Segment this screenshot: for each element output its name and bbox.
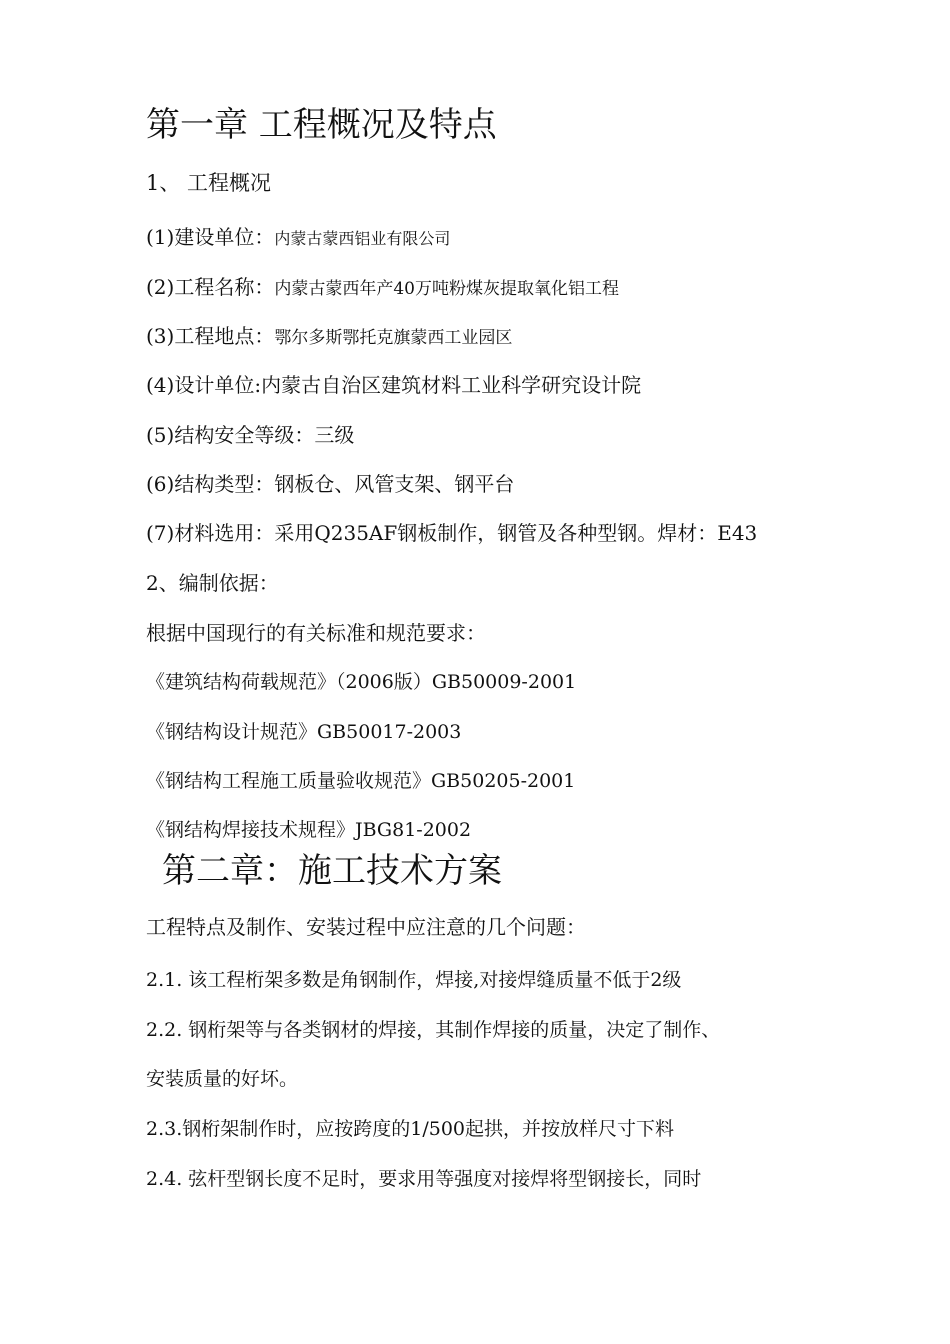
item-value: 鄂尔多斯鄂托克旗蒙西工业园区 xyxy=(274,328,513,348)
item-value: 内蒙古自治区建筑材料工业科学研究设计院 xyxy=(261,373,642,397)
section2-title: 2、编制依据： xyxy=(146,571,279,595)
basis-intro: 根据中国现行的有关标准和规范要求： xyxy=(146,621,486,645)
point-item: 2.1. 该工程桁架多数是角钢制作，焊接,对接焊缝质量不低于2级 xyxy=(146,969,682,991)
chapter1-title: 第一章 工程概况及特点 xyxy=(146,105,497,145)
item-label: (5)结构安全等级： xyxy=(146,423,315,447)
section1-title: 1、 工程概况 xyxy=(146,171,272,195)
point-item: 安装质量的好坏。 xyxy=(146,1068,299,1090)
item-project-location xyxy=(146,326,512,347)
item-value: 内蒙古蒙西年产40万吨粉煤灰提取氧化铝工程 xyxy=(274,279,619,299)
item-label: (2)工程名称： xyxy=(146,275,275,299)
chapter2-intro: 工程特点及制作、安装过程中应注意的几个问题： xyxy=(146,915,586,939)
standard-item: 《钢结构焊接技术规程》JBG81-2002 xyxy=(146,819,472,841)
item-construction-unit xyxy=(146,227,450,247)
item-materials xyxy=(146,523,757,543)
item-label: (6)结构类型： xyxy=(146,472,275,496)
standard-item: 《钢结构设计规范》GB50017-2003 xyxy=(146,721,462,743)
point-item: 2.3.钢桁架制作时，应按跨度的1/500起拱，并按放样尺寸下料 xyxy=(146,1118,675,1140)
point-item: 2.4. 弦杆型钢长度不足时，要求用等强度对接焊将型钢接长，同时 xyxy=(146,1168,702,1190)
standard-item: 《钢结构工程施工质量验收规范》GB50205-2001 xyxy=(146,770,576,792)
item-design-unit xyxy=(146,375,641,395)
item-label: (7)材料选用： xyxy=(146,521,275,545)
item-value: 采用Q235AF钢板制作，钢管及各种型钢。焊材：E43 xyxy=(274,521,758,545)
point-item: 2.2. 钢桁架等与各类钢材的焊接，其制作焊接的质量，决定了制作、 xyxy=(146,1019,721,1041)
item-label: (1)建设单位： xyxy=(146,225,275,249)
item-label: (3)工程地点： xyxy=(146,324,275,348)
item-value: 三级 xyxy=(314,423,355,447)
item-value: 内蒙古蒙西铝业有限公司 xyxy=(274,229,451,248)
item-project-name xyxy=(146,277,619,298)
chapter2-title: 第二章：施工技术方案 xyxy=(162,851,502,891)
standard-item: 《建筑结构荷载规范》（2006版）GB50009-2001 xyxy=(146,671,577,693)
item-label: (4)设计单位: xyxy=(146,373,262,397)
item-value: 钢板仓、风管支架、钢平台 xyxy=(274,472,515,496)
item-safety-level xyxy=(146,425,354,445)
item-structure-type xyxy=(146,474,514,494)
